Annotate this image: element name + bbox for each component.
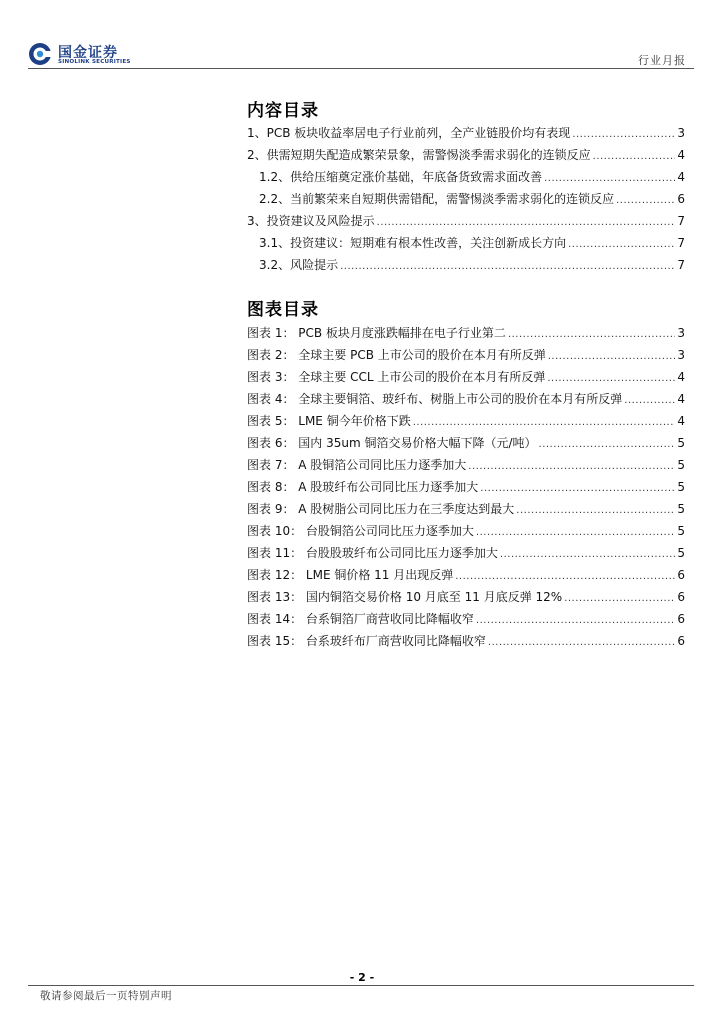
toc-entry-page: 7 <box>677 258 685 272</box>
figure-entry-page: 3 <box>677 326 685 340</box>
dot-leader <box>568 239 675 250</box>
dot-leader <box>616 195 675 206</box>
dot-leader <box>413 417 676 428</box>
dot-leader <box>455 571 675 582</box>
contents-title: 内容目录 <box>247 101 319 121</box>
toc-entry-page: 7 <box>677 236 685 250</box>
dot-leader <box>377 217 676 228</box>
dot-leader <box>508 329 675 340</box>
toc-entry-label: 1.2、供给压缩奠定涨价基础，年底备货致需求面改善 <box>259 170 543 184</box>
toc-entry[interactable] <box>259 168 685 186</box>
figure-entry-label: 图表 6： 国内 35um 铜箔交易价格大幅下降（元/吨） <box>247 436 537 450</box>
figure-entry-page: 6 <box>677 612 685 626</box>
figure-entry-page: 5 <box>677 480 685 494</box>
dot-leader <box>564 593 675 604</box>
footer-divider <box>28 985 694 986</box>
toc-entry[interactable] <box>259 234 685 252</box>
figure-entry[interactable] <box>247 500 685 518</box>
page-number: - 2 - <box>349 971 375 984</box>
figure-entry-label: 图表 5： LME 铜今年价格下跌 <box>247 414 411 428</box>
figure-entry[interactable] <box>247 346 685 364</box>
figure-entry-page: 4 <box>677 370 685 384</box>
figure-entry-label: 图表 13： 国内铜箔交易价格 10 月底至 11 月底反弹 12% <box>247 590 563 604</box>
logo-english-name: SINOLINK SECURITIES <box>58 59 131 65</box>
figure-entry[interactable] <box>247 456 685 474</box>
dot-leader <box>516 505 675 516</box>
report-type: 行业月报 <box>638 54 686 67</box>
figure-entry-label: 图表 15： 台系玻纤布厂商营收同比降幅收窄 <box>247 634 486 648</box>
figure-entry-label: 图表 12： LME 铜价格 11 月出现反弹 <box>247 568 454 582</box>
figure-entry-label: 图表 8： A 股玻纤布公司同比压力逐季加大 <box>247 480 479 494</box>
toc-entry-label: 3、投资建议及风险提示 <box>247 214 375 228</box>
toc-entry-label: 1、PCB 板块收益率居电子行业前列，全产业链股价均有表现 <box>247 126 571 140</box>
toc-entry[interactable] <box>259 256 685 274</box>
figure-entry[interactable] <box>247 522 685 540</box>
figure-entry-page: 3 <box>677 348 685 362</box>
figure-entry-page: 4 <box>677 392 685 406</box>
dot-leader <box>476 527 675 538</box>
figure-entry-page: 4 <box>677 414 685 428</box>
figure-entry-page: 6 <box>677 634 685 648</box>
toc-entry-label: 3.2、风险提示 <box>259 258 339 272</box>
figure-entry-label: 图表 2： 全球主要 PCB 上市公司的股价在本月有所反弹 <box>247 348 546 362</box>
figure-entry[interactable] <box>247 544 685 562</box>
dot-leader <box>340 261 675 272</box>
figure-entry-page: 6 <box>677 568 685 582</box>
dot-leader <box>480 483 675 494</box>
figure-entry-page: 6 <box>677 590 685 604</box>
toc-entry-label: 2、供需短期失配造成繁荣景象，需警惕淡季需求弱化的连锁反应 <box>247 148 591 162</box>
dot-leader <box>593 151 676 162</box>
toc-entry-page: 7 <box>677 214 685 228</box>
dot-leader <box>476 615 675 626</box>
dot-leader <box>548 351 676 362</box>
figure-entry[interactable] <box>247 368 685 386</box>
dot-leader <box>468 461 675 472</box>
figure-entry[interactable] <box>247 632 685 650</box>
figure-entry[interactable] <box>247 324 685 342</box>
toc-entry-label: 3.1、投资建议：短期难有根本性改善，关注创新成长方向 <box>259 236 567 250</box>
figure-entry[interactable] <box>247 588 685 606</box>
figures-title: 图表目录 <box>247 300 319 320</box>
logo-chinese-name: 国金证券 <box>58 45 118 61</box>
figure-entry-label: 图表 7： A 股铜箔公司同比压力逐季加大 <box>247 458 467 472</box>
figure-entry-page: 5 <box>677 546 685 560</box>
figure-entry[interactable] <box>247 478 685 496</box>
footer-disclaimer: 敬请参阅最后一页特别声明 <box>40 990 172 1002</box>
dot-leader <box>624 395 675 406</box>
figure-entry-page: 5 <box>677 502 685 516</box>
figure-entry-page: 5 <box>677 458 685 472</box>
dot-leader <box>539 439 676 450</box>
toc-entry-page: 4 <box>677 148 685 162</box>
figure-entry-label: 图表 1： PCB 板块月度涨跌幅排在电子行业第二 <box>247 326 506 340</box>
toc-entry[interactable] <box>247 212 685 230</box>
toc-entry-page: 3 <box>677 126 685 140</box>
sinolink-logo-icon <box>28 42 52 66</box>
toc-entry[interactable] <box>247 146 685 164</box>
dot-leader <box>547 373 675 384</box>
figure-entry-label: 图表 11： 台股股玻纤布公司同比压力逐季加大 <box>247 546 498 560</box>
toc-entry-page: 4 <box>677 170 685 184</box>
figure-entry[interactable] <box>247 390 685 408</box>
figure-entry-label: 图表 14： 台系铜箔厂商营收同比降幅收窄 <box>247 612 474 626</box>
dot-leader <box>488 637 675 648</box>
figure-entry-label: 图表 9： A 股树脂公司同比压力在三季度达到最大 <box>247 502 515 516</box>
toc-entry-label: 2.2、当前繁荣来自短期供需错配，需警惕淡季需求弱化的连锁反应 <box>259 192 615 206</box>
toc-entry[interactable] <box>247 124 685 142</box>
dot-leader <box>500 549 675 560</box>
figure-entry[interactable] <box>247 412 685 430</box>
dot-leader <box>544 173 675 184</box>
figure-entry[interactable] <box>247 566 685 584</box>
figure-entry-label: 图表 4： 全球主要铜箔、玻纤布、树脂上市公司的股价在本月有所反弹 <box>247 392 623 406</box>
dot-leader <box>572 129 675 140</box>
header-divider <box>28 68 694 69</box>
figure-entry-page: 5 <box>677 524 685 538</box>
figure-entry-label: 图表 3： 全球主要 CCL 上市公司的股价在本月有所反弹 <box>247 370 546 384</box>
toc-entry[interactable] <box>259 190 685 208</box>
toc-entry-page: 6 <box>677 192 685 206</box>
figure-entry-page: 5 <box>677 436 685 450</box>
figure-entry[interactable] <box>247 610 685 628</box>
figure-entry[interactable] <box>247 434 685 452</box>
figure-entry-label: 图表 10： 台股铜箔公司同比压力逐季加大 <box>247 524 474 538</box>
page-header <box>0 0 724 72</box>
